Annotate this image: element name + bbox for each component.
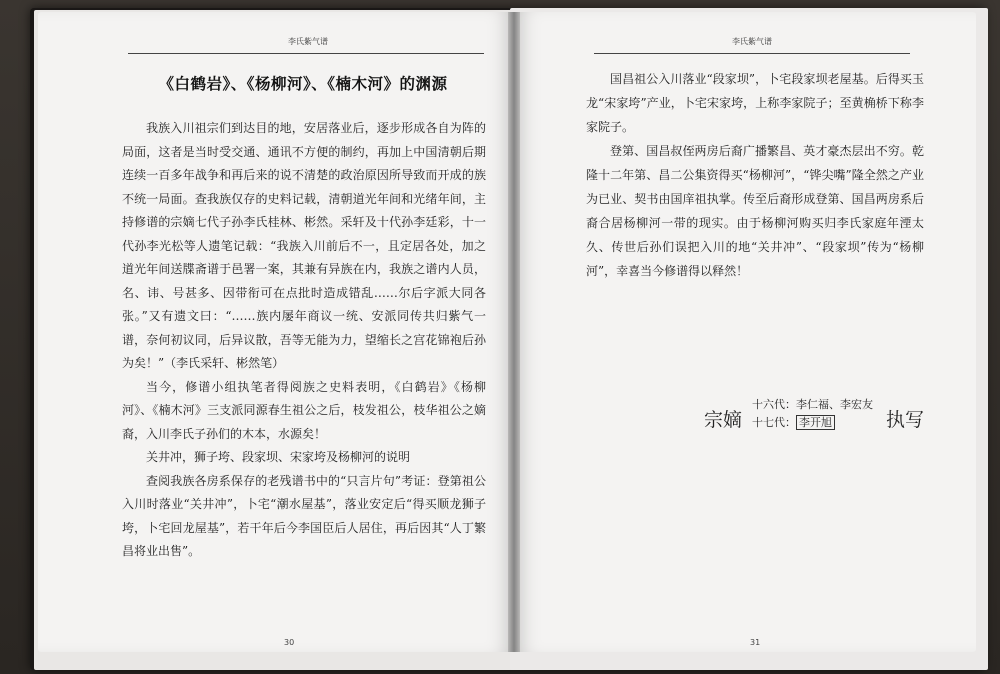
signature-prefix: 宗嫡 [704, 409, 743, 431]
signature-suffix: 执写 [886, 409, 925, 431]
body-text [122, 117, 486, 564]
paragraph: 查阅我族各房系保存的老残谱书中的“只言片句”考证：登第祖公入川时落业“关井冲”，卜宅“潮水屋基”，落业安定后“得买顺龙狮子垮，卜宅回龙屋基”，若干年后今李国臣后人居住，再后因其“人丁繁昌将业出售”。 [122, 473, 486, 558]
paragraph: 当今，修谱小组执笔者得阅族之史料表明，《白鹤岩》《杨柳河》、《楠木河》三支派同源春生祖公之后，枝发祖公，枝华祖公之嫡裔，入川李氏子孙们的木本，水源矣！ [122, 379, 486, 441]
paragraph: 国昌祖公入川落业“段家坝”，卜宅段家坝老屋基。后得买玉龙“宋家垮”产业，卜宅宋家垮，上称李家院子；至黄桷桥下称李家院子。 [586, 72, 924, 134]
signature-block [704, 393, 944, 439]
signature-line-2 [752, 414, 873, 432]
signature-names [752, 396, 873, 432]
body-text [586, 67, 924, 283]
boxed-name: 李开旭 [796, 415, 835, 430]
paragraph: 我族入川祖宗们到达目的地，安居落业后，逐步形成各自为阵的局面，这者是当时受交通、通讯不方便的制约，再加上中国清朝后期连续一百多年战争和再后来的说不清楚的政治原因所导致而开成的族不统一局面。查我族仅存的史料记载，清朝道光年间和光绪年间，主持修谱的宗嫡七代子孙李氏桂林、彬然。采轩及十代孙李廷彩，十一代孙李光松等人遗笔记载：“我族入川前后不一，且定居各处，加之道光年间送牒斋谱于邑署一案，其兼有异族在内，我族之谱内人员，名、讳、号甚多、因带衔可在点批时造成错乱……尔后字派大同各张。”又有遗文曰：“……族内屡年商议一统、安派同传共归紫气一谱，奈何初议同，后异议散，吾等无能为力，望缩长之宫花锦袍后孙为矣！”（李氏采轩、彬然笔） [122, 121, 486, 370]
page-title: 《白鹤岩》、《杨柳河》、《楠木河》的渊源 [158, 74, 448, 93]
book-spine [508, 12, 520, 652]
header-rule [128, 53, 484, 54]
page-number: 31 [750, 638, 761, 647]
running-head: 李氏紫气谱 [288, 37, 328, 46]
signature-line-2-prefix: 十七代： [752, 416, 796, 429]
right-page [514, 12, 976, 652]
paragraph: 登第、国昌叔侄两房后裔广播繁昌、英才豪杰层出不穷。乾隆十二年第、昌二公集资得买“杨柳河”，“铧尖嘴”隆全然之产业为已业、契书由国庠祖执掌。传至后裔形成登第、国昌两房系后裔合居杨柳河一带的现实。由于杨柳河购买归李氏家庭年湮太久、传世后孙们误把入川的地“关井冲”、“段家坝”传为“杨柳河”，幸喜当今修谱得以释然！ [586, 144, 924, 278]
section-heading: 关井冲，狮子垮、段家坝、宋家垮及杨柳河的说明 [146, 450, 411, 464]
left-page [38, 12, 514, 652]
header-rule [594, 53, 910, 54]
running-head: 李氏紫气谱 [732, 37, 772, 46]
page-number: 30 [284, 638, 295, 647]
signature-line-1: 十六代：李仁福、李宏友 [752, 398, 873, 411]
